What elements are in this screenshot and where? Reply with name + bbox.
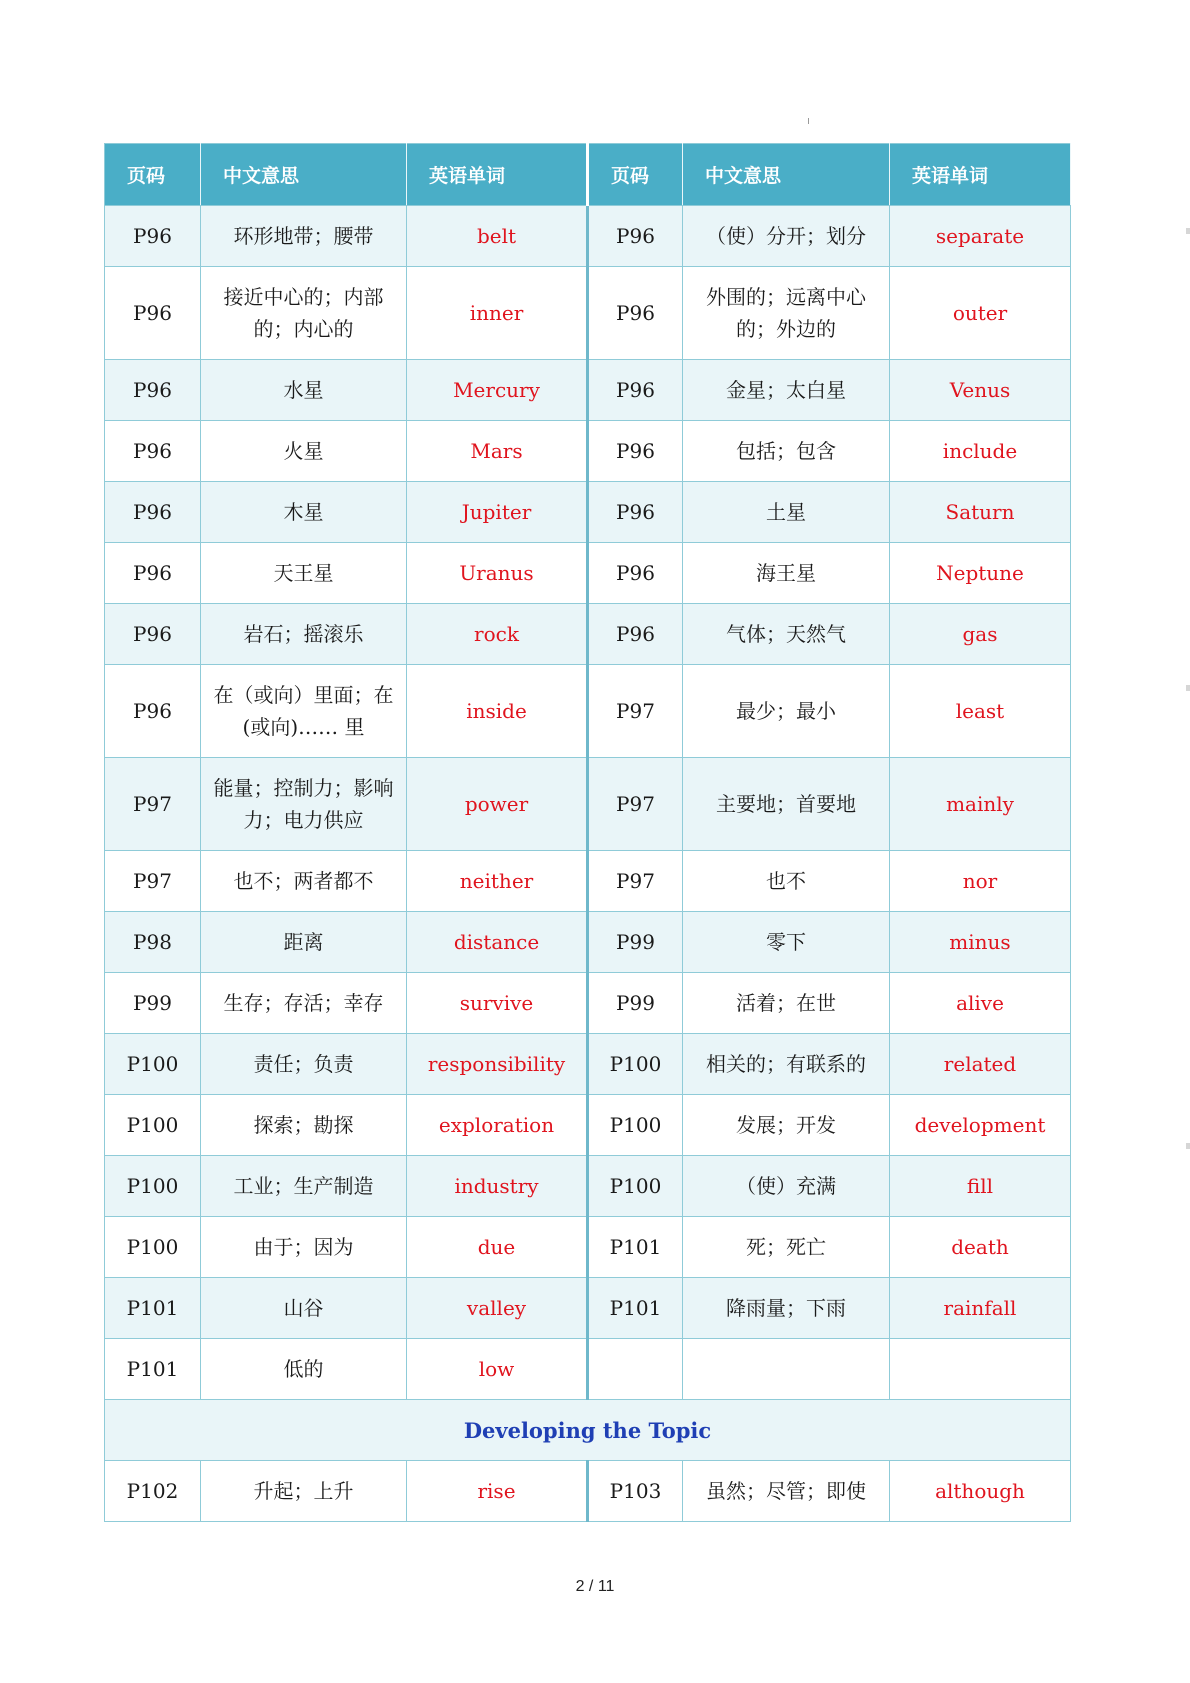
english-word-cell: rise [407, 1461, 588, 1522]
english-word-cell: Saturn [890, 482, 1071, 543]
page-cell: P100 [105, 1217, 201, 1278]
page-cell: P96 [105, 421, 201, 482]
page-cell [588, 1339, 683, 1400]
table-row [105, 267, 1071, 360]
english-word-cell: Mars [407, 421, 588, 482]
table-row [105, 665, 1071, 758]
english-word-cell: alive [890, 973, 1071, 1034]
english-word-cell: although [890, 1461, 1071, 1522]
page-cell: P96 [588, 482, 683, 543]
page-cell: P96 [105, 604, 201, 665]
english-word-cell: Venus [890, 360, 1071, 421]
table-row [105, 604, 1071, 665]
vocabulary-table [104, 143, 1071, 1522]
table-row [105, 482, 1071, 543]
page-cell: P100 [588, 1095, 683, 1156]
table-body [105, 206, 1071, 1522]
page-tick-mark [808, 118, 809, 124]
english-word-cell: rock [407, 604, 588, 665]
english-word-cell: belt [407, 206, 588, 267]
chinese-meaning-cell: 虽然；尽管；即使 [683, 1461, 890, 1522]
english-word-cell: power [407, 758, 588, 851]
page-cell: P96 [588, 604, 683, 665]
edge-mark [1186, 228, 1190, 234]
chinese-meaning-cell: 由于；因为 [201, 1217, 407, 1278]
english-word-cell: neither [407, 851, 588, 912]
table-row [105, 1217, 1071, 1278]
english-word-cell: outer [890, 267, 1071, 360]
english-word-cell: include [890, 421, 1071, 482]
english-word-cell: rainfall [890, 1278, 1071, 1339]
page-cell: P100 [105, 1156, 201, 1217]
page-cell: P100 [105, 1034, 201, 1095]
header-page: 页码 [588, 144, 683, 206]
page-cell: P100 [588, 1034, 683, 1095]
page-cell: P99 [588, 973, 683, 1034]
chinese-meaning-cell: 发展；开发 [683, 1095, 890, 1156]
english-word-cell: inside [407, 665, 588, 758]
table-row [105, 1339, 1071, 1400]
page-cell: P99 [105, 973, 201, 1034]
chinese-meaning-cell: 最少；最小 [683, 665, 890, 758]
page-cell: P101 [588, 1217, 683, 1278]
page-cell: P97 [105, 851, 201, 912]
page-cell: P96 [105, 267, 201, 360]
english-word-cell: development [890, 1095, 1071, 1156]
page-cell: P96 [105, 206, 201, 267]
header-chinese: 中文意思 [201, 144, 407, 206]
page-cell: P96 [105, 665, 201, 758]
page-cell: P96 [105, 543, 201, 604]
chinese-meaning-cell: 降雨量；下雨 [683, 1278, 890, 1339]
chinese-meaning-cell: 火星 [201, 421, 407, 482]
page-cell: P97 [588, 851, 683, 912]
page-cell: P96 [588, 421, 683, 482]
page-cell: P102 [105, 1461, 201, 1522]
chinese-meaning-cell: 探索；勘探 [201, 1095, 407, 1156]
chinese-meaning-cell: 山谷 [201, 1278, 407, 1339]
chinese-meaning-cell: 也不 [683, 851, 890, 912]
english-word-cell: low [407, 1339, 588, 1400]
chinese-meaning-cell: 低的 [201, 1339, 407, 1400]
chinese-meaning-cell: 土星 [683, 482, 890, 543]
header-chinese: 中文意思 [683, 144, 890, 206]
page-cell: P96 [588, 360, 683, 421]
edge-mark [1186, 685, 1190, 691]
page-cell: P100 [588, 1156, 683, 1217]
chinese-meaning-cell: 相关的；有联系的 [683, 1034, 890, 1095]
chinese-meaning-cell: 气体；天然气 [683, 604, 890, 665]
edge-mark [1186, 1143, 1190, 1149]
page-cell: P97 [588, 665, 683, 758]
chinese-meaning-cell: 活着；在世 [683, 973, 890, 1034]
section-header-row [105, 1400, 1071, 1461]
english-word-cell: least [890, 665, 1071, 758]
chinese-meaning-cell: 主要地；首要地 [683, 758, 890, 851]
chinese-meaning-cell: 外围的；远离中心的；外边的 [683, 267, 890, 360]
chinese-meaning-cell: 距离 [201, 912, 407, 973]
english-word-cell: Uranus [407, 543, 588, 604]
table-header-row [105, 144, 1071, 206]
english-word-cell [890, 1339, 1071, 1400]
table-row [105, 421, 1071, 482]
page-cell: P101 [588, 1278, 683, 1339]
chinese-meaning-cell: 天王星 [201, 543, 407, 604]
page-cell: P96 [588, 267, 683, 360]
page-cell: P103 [588, 1461, 683, 1522]
header-page: 页码 [105, 144, 201, 206]
english-word-cell: due [407, 1217, 588, 1278]
english-word-cell: Neptune [890, 543, 1071, 604]
english-word-cell: death [890, 1217, 1071, 1278]
english-word-cell: responsibility [407, 1034, 588, 1095]
chinese-meaning-cell: 海王星 [683, 543, 890, 604]
chinese-meaning-cell: 水星 [201, 360, 407, 421]
english-word-cell: fill [890, 1156, 1071, 1217]
page-cell: P99 [588, 912, 683, 973]
english-word-cell: mainly [890, 758, 1071, 851]
english-word-cell: separate [890, 206, 1071, 267]
english-word-cell: gas [890, 604, 1071, 665]
page-cell: P96 [105, 482, 201, 543]
page-cell: P96 [588, 206, 683, 267]
english-word-cell: Jupiter [407, 482, 588, 543]
table-row [105, 851, 1071, 912]
english-word-cell: valley [407, 1278, 588, 1339]
chinese-meaning-cell [683, 1339, 890, 1400]
chinese-meaning-cell: 能量；控制力；影响力；电力供应 [201, 758, 407, 851]
chinese-meaning-cell: 死；死亡 [683, 1217, 890, 1278]
chinese-meaning-cell: 也不；两者都不 [201, 851, 407, 912]
chinese-meaning-cell: 生存；存活；幸存 [201, 973, 407, 1034]
table-row [105, 206, 1071, 267]
page-cell: P97 [105, 758, 201, 851]
table-row [105, 543, 1071, 604]
chinese-meaning-cell: 工业；生产制造 [201, 1156, 407, 1217]
english-word-cell: survive [407, 973, 588, 1034]
english-word-cell: inner [407, 267, 588, 360]
table-row [105, 758, 1071, 851]
chinese-meaning-cell: 岩石；摇滚乐 [201, 604, 407, 665]
chinese-meaning-cell: （使）充满 [683, 1156, 890, 1217]
table-row [105, 1095, 1071, 1156]
header-english: 英语单词 [890, 144, 1071, 206]
table-row [105, 973, 1071, 1034]
table-row [105, 360, 1071, 421]
english-word-cell: Mercury [407, 360, 588, 421]
english-word-cell: exploration [407, 1095, 588, 1156]
header-english: 英语单词 [407, 144, 588, 206]
table-row [105, 1278, 1071, 1339]
english-word-cell: distance [407, 912, 588, 973]
page-cell: P96 [105, 360, 201, 421]
chinese-meaning-cell: 在（或向）里面；在(或向)…… 里 [201, 665, 407, 758]
chinese-meaning-cell: 包括；包含 [683, 421, 890, 482]
page-cell: P98 [105, 912, 201, 973]
page-number: 2 / 11 [575, 1578, 615, 1595]
chinese-meaning-cell: 升起；上升 [201, 1461, 407, 1522]
english-word-cell: minus [890, 912, 1071, 973]
english-word-cell: related [890, 1034, 1071, 1095]
chinese-meaning-cell: 接近中心的；内部的；内心的 [201, 267, 407, 360]
chinese-meaning-cell: 零下 [683, 912, 890, 973]
page-cell: P96 [588, 543, 683, 604]
table-row [105, 1034, 1071, 1095]
page-cell: P100 [105, 1095, 201, 1156]
chinese-meaning-cell: 金星；太白星 [683, 360, 890, 421]
chinese-meaning-cell: 木星 [201, 482, 407, 543]
table-row [105, 912, 1071, 973]
page-cell: P97 [588, 758, 683, 851]
table-row [105, 1156, 1071, 1217]
table-row [105, 1461, 1071, 1522]
english-word-cell: nor [890, 851, 1071, 912]
chinese-meaning-cell: （使）分开；划分 [683, 206, 890, 267]
page-cell: P101 [105, 1339, 201, 1400]
page-cell: P101 [105, 1278, 201, 1339]
chinese-meaning-cell: 环形地带；腰带 [201, 206, 407, 267]
english-word-cell: industry [407, 1156, 588, 1217]
chinese-meaning-cell: 责任；负责 [201, 1034, 407, 1095]
section-title: Developing the Topic [105, 1400, 1071, 1461]
